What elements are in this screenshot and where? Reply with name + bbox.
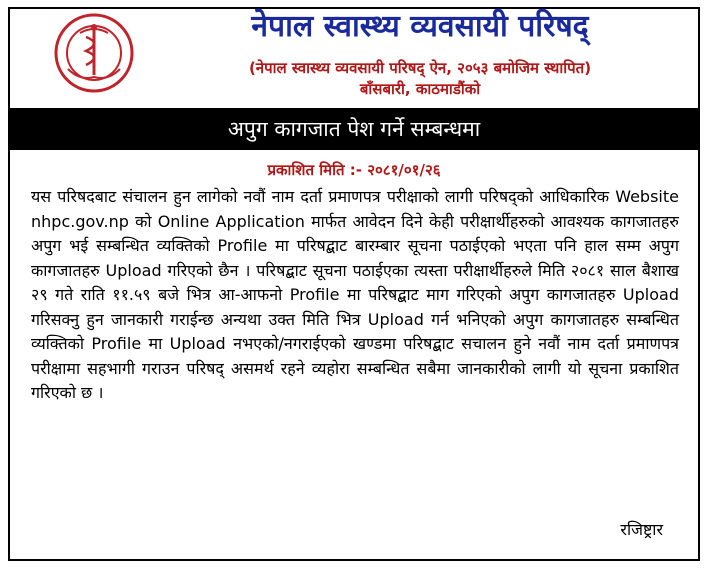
notice-title: अपुग कागजात पेश गर्ने सम्बन्धमा [227, 117, 481, 141]
published-date: प्रकाशित मिति :- २०८१/०१/२६ [267, 161, 441, 179]
signature: रजिष्ट्रार [620, 520, 663, 539]
organization-address: बाँसबारी, काठमाडौंको [359, 80, 481, 98]
organization-name: नेपाल स्वास्थ्य व्यवसायी परिषद् [251, 9, 589, 44]
notice-body: यस परिषदबाट संचालन हुन लागेको नवौं नाम दर्ता प्रमाणपत्र परीक्षाको लागी परिषद्को आधिकारिक Website nhpc.gov.np को Online Application मार्फत आवेदन दिने केही परीक्षार्थीहरुको आवश्यक कागजातहरु अपुग भई सम्बन्धित व्यक्तिको Profile मा परिषद्बाट बारम्बार सूचना पठाईएको भएता पनि हाल सम्म अपुग कागजातहरु Upload गरिएको छैन । परिषद्बाट सूचना पठाईएका त्यस्ता परीक्षार्थीहरुले मिति २०८१ साल बैशाख २९ गते राति ११.५९ बजे भित्र आ-आफनो Profile मा परिषद्बाट माग गरिएको अपुग कागजातहरु Upload गरिसक्नु हुन जानकारी गराईन्छ अन्यथा उक्त मिति भित्र Upload गर्न भनिएको अपुग कागजातहरु सम्बन्धित व्यक्तिको Profile मा Upload नभएको/नगराईएको खण्डमा परिषद्बाट सचालन हुने नवौं नाम दर्ता प्रमाणपत्र परीक्षामा सहभागी गराउन परिषद् असमर्थ रहने व्यहोरा सम्बन्धित सबैमा जानकारीको लागी यो सूचना प्रकाशित गरिएको छ । [31, 187, 679, 402]
council-emblem-icon [44, 11, 144, 95]
notice-title-bar [8, 108, 700, 150]
organization-subtitle: (नेपाल स्वास्थ्य व्यवसायी परिषद् ऐन, २०५३ बमोजिम स्थापित) [248, 59, 592, 77]
